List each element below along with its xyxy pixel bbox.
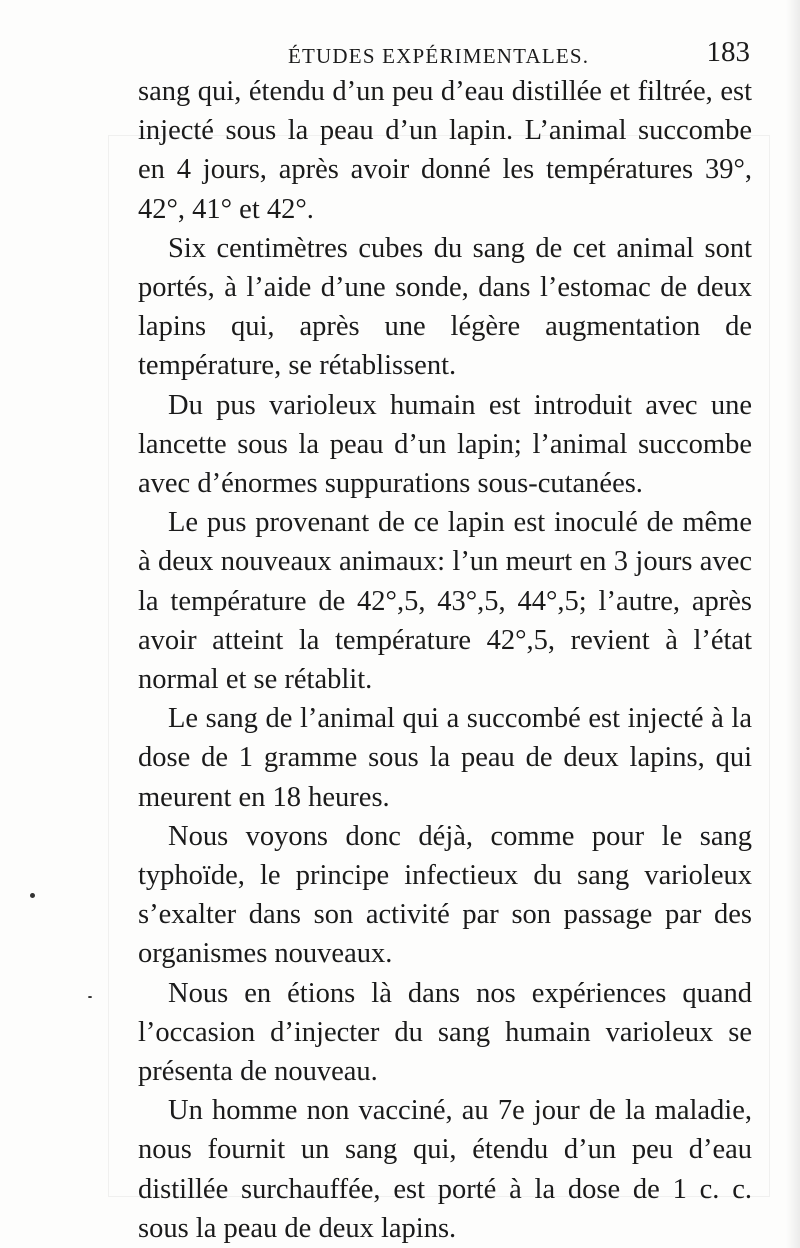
page-number: 183 [706,36,750,68]
paragraph-continued: sang qui, étendu d’un peu d’eau distillée et filtrée, est injecté sous la peau d’un lapin. L’animal succombe en 4 jours, après avoir donné les températures 39°, 42°, 41° et 42°. [138,76,752,225]
ink-speck [30,893,35,898]
body-text [138,72,752,1248]
page-header [138,30,750,74]
paragraph: Du pus varioleux humain est introduit avec une lancette sous la peau d’un lapin; l’animal succombe avec d’énormes suppurations sous-cutanées. [138,389,752,500]
paragraph: Six centimètres cubes du sang de cet animal sont portés, à l’aide d’une sonde, dans l’estomac de deux lapins qui, après une légère augmentation de température, se rétablissent. [138,232,752,382]
paragraph: Nous en étions là dans nos expériences quand l’occasion d’injecter du sang humain varioleux se présenta de nouveau. [138,977,752,1088]
paragraph: Nous voyons donc déjà, comme pour le sang typhoïde, le principe infectieux du sang varioleux s’exalter dans son activité par son passage par des organismes nouveaux. [138,820,752,970]
page-edge-shadow [786,0,800,1248]
paragraph: Le sang de l’animal qui a succombé est injecté à la dose de 1 gramme sous la peau de deux lapins, qui meurent en 18 heures. [138,703,752,813]
paragraph: Le pus provenant de ce lapin est inoculé de même à deux nouveaux animaux: l’un meurt en 3 jours avec la température de 42°,5, 43°,5, 44°,5; l’autre, après avoir atteint la température 42°,5, revient à l’état normal et se rétablit. [138,507,752,696]
ink-speck [88,996,92,998]
paragraph: Un homme non vacciné, au 7e jour de la maladie, nous fournit un sang qui, étendu d’un peu d’eau distillée surchauffée, est porté à la dose de 1 c. c. sous la peau de deux lapins. [138,1095,752,1244]
running-title: ÉTUDES EXPÉRIMENTALES. [288,44,590,68]
